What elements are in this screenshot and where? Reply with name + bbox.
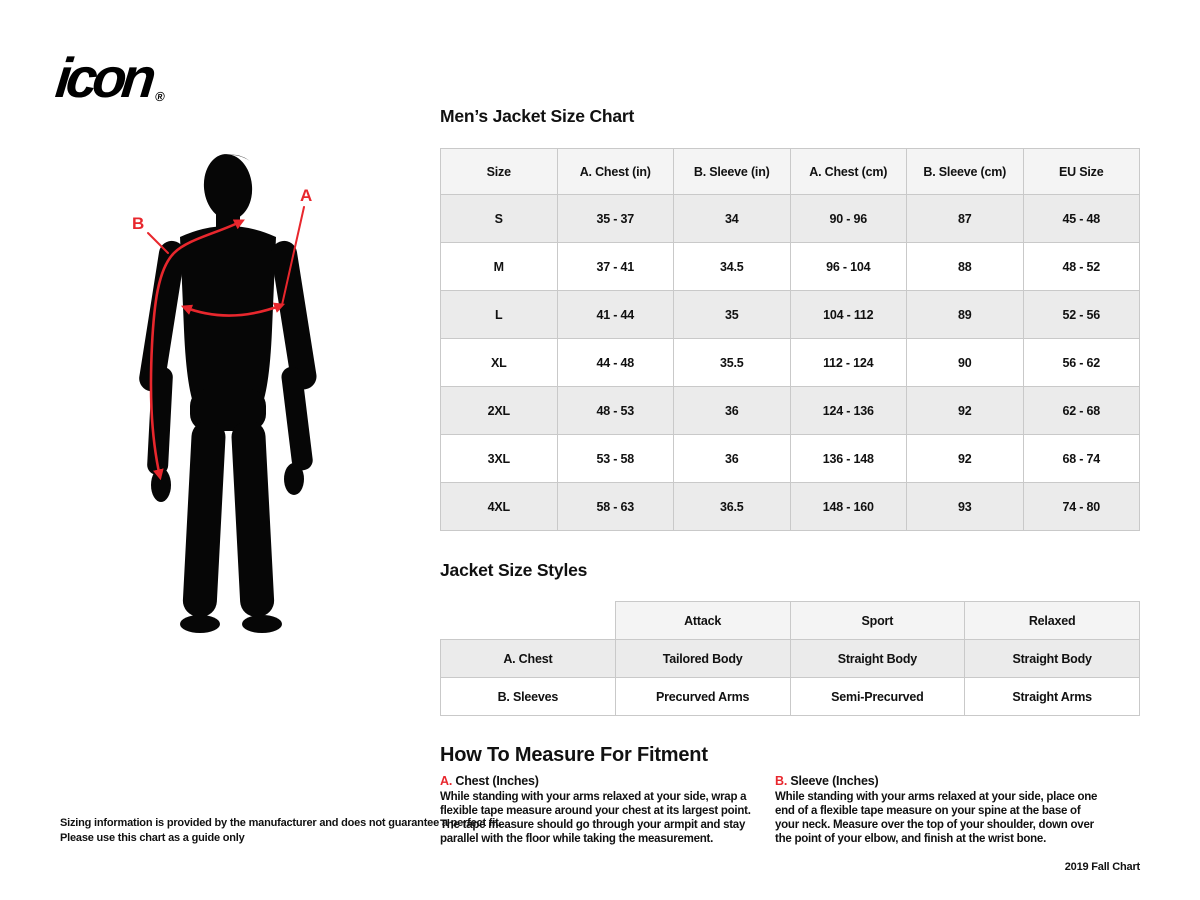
value-cell: 88 <box>907 243 1024 291</box>
value-cell: 45 - 48 <box>1023 195 1140 243</box>
male-silhouette-figure <box>128 145 333 642</box>
size-chart-title: Men’s Jacket Size Chart <box>440 106 635 126</box>
value-cell: Straight Body <box>790 640 965 678</box>
style-table-body <box>441 640 1140 716</box>
value-cell: 58 - 63 <box>557 483 674 531</box>
value-cell: 68 - 74 <box>1023 435 1140 483</box>
value-cell: 44 - 48 <box>557 339 674 387</box>
value-cell: Straight Arms <box>965 678 1140 716</box>
value-cell: 136 - 148 <box>790 435 907 483</box>
figure-label-b: B <box>132 214 145 233</box>
measure-sleeve-label <box>775 774 1100 788</box>
mens-jacket-size-table <box>440 148 1140 531</box>
table-row <box>441 291 1140 339</box>
value-cell: 36 <box>674 387 791 435</box>
jacket-size-styles-table <box>440 601 1140 716</box>
value-cell: 35 - 37 <box>557 195 674 243</box>
row-label-cell: 3XL <box>441 435 558 483</box>
value-cell: 104 - 112 <box>790 291 907 339</box>
value-cell: 35 <box>674 291 791 339</box>
value-cell: 89 <box>907 291 1024 339</box>
measure-section-title: How To Measure For Fitment <box>440 744 708 766</box>
value-cell: 41 - 44 <box>557 291 674 339</box>
value-cell: 112 - 124 <box>790 339 907 387</box>
measure-chest-body: While standing with your arms relaxed at your side, wrap a flexible tape measure around your chest at its largest point. The tape measure should go through your armpit and stay parallel with the floor while taking the measurement. <box>440 791 751 845</box>
measure-columns <box>440 774 1140 846</box>
row-label-cell: S <box>441 195 558 243</box>
value-cell: 124 - 136 <box>790 387 907 435</box>
figure-label-a: A <box>300 186 313 205</box>
column-header: EU Size <box>1023 149 1140 195</box>
measure-sleeve-label-text: Sleeve (Inches) <box>790 774 879 788</box>
header-row <box>441 149 1140 195</box>
brand-logo <box>52 46 166 109</box>
column-header: B. Sleeve (cm) <box>907 149 1024 195</box>
disclaimer-line-1: Sizing information is provided by the manufacturer and does not guarantee a perfect fit. <box>60 817 502 829</box>
value-cell: 36.5 <box>674 483 791 531</box>
column-header: Relaxed <box>965 602 1140 640</box>
disclaimer-line-2: Please use this chart as a guide only <box>60 832 245 844</box>
table-row <box>441 483 1140 531</box>
column-header: Size <box>441 149 558 195</box>
measurement-figure <box>128 145 333 642</box>
measure-sleeve-body: While standing with your arms relaxed at your side, place one end of a flexible tape measure on your spine at the base of your neck. Measure over the top of your shoulder, down over the point of your elbow, and finish at the wrist bone. <box>775 791 1098 845</box>
column-header: B. Sleeve (in) <box>674 149 791 195</box>
table-row <box>441 387 1140 435</box>
table-row <box>441 640 1140 678</box>
value-cell: 36 <box>674 435 791 483</box>
value-cell: 62 - 68 <box>1023 387 1140 435</box>
value-cell: 34.5 <box>674 243 791 291</box>
size-table-header <box>441 149 1140 195</box>
value-cell: Semi-Precurved <box>790 678 965 716</box>
body-silhouette <box>137 152 318 633</box>
row-label-cell: 2XL <box>441 387 558 435</box>
chart-version-label: 2019 Fall Chart <box>1064 861 1140 873</box>
table-row <box>441 243 1140 291</box>
table-row <box>441 195 1140 243</box>
value-cell: 53 - 58 <box>557 435 674 483</box>
column-header: A. Chest (in) <box>557 149 674 195</box>
value-cell: 90 <box>907 339 1024 387</box>
row-label-cell: XL <box>441 339 558 387</box>
table-row <box>441 678 1140 716</box>
value-cell: 56 - 62 <box>1023 339 1140 387</box>
value-cell: Straight Body <box>965 640 1140 678</box>
style-chart-title: Jacket Size Styles <box>440 560 588 580</box>
value-cell: 96 - 104 <box>790 243 907 291</box>
measure-sleeve-prefix: B. <box>775 774 788 788</box>
measure-chest-label <box>440 774 765 788</box>
table-row <box>441 339 1140 387</box>
size-table-body <box>441 195 1140 531</box>
column-header: Sport <box>790 602 965 640</box>
value-cell: 148 - 160 <box>790 483 907 531</box>
value-cell: 48 - 53 <box>557 387 674 435</box>
column-header: Attack <box>615 602 790 640</box>
value-cell: 87 <box>907 195 1024 243</box>
row-label-cell: A. Chest <box>441 640 616 678</box>
column-header <box>441 602 616 640</box>
table-row <box>441 435 1140 483</box>
column-header: A. Chest (cm) <box>790 149 907 195</box>
value-cell: 92 <box>907 387 1024 435</box>
value-cell: 92 <box>907 435 1024 483</box>
measure-sleeve-column <box>775 774 1100 846</box>
registered-trademark-icon: ® <box>154 89 166 104</box>
row-label-cell: L <box>441 291 558 339</box>
value-cell: 34 <box>674 195 791 243</box>
row-label-cell: B. Sleeves <box>441 678 616 716</box>
style-table-header <box>441 602 1140 640</box>
value-cell: 52 - 56 <box>1023 291 1140 339</box>
value-cell: 37 - 41 <box>557 243 674 291</box>
row-label-cell: 4XL <box>441 483 558 531</box>
value-cell: 93 <box>907 483 1024 531</box>
brand-logo-text: icon <box>52 46 155 109</box>
measure-chest-prefix: A. <box>440 774 453 788</box>
value-cell: 48 - 52 <box>1023 243 1140 291</box>
header-row <box>441 602 1140 640</box>
sizing-disclaimer <box>60 816 501 846</box>
value-cell: Precurved Arms <box>615 678 790 716</box>
value-cell: Tailored Body <box>615 640 790 678</box>
value-cell: 74 - 80 <box>1023 483 1140 531</box>
value-cell: 35.5 <box>674 339 791 387</box>
value-cell: 90 - 96 <box>790 195 907 243</box>
row-label-cell: M <box>441 243 558 291</box>
measure-chest-label-text: Chest (Inches) <box>455 774 539 788</box>
